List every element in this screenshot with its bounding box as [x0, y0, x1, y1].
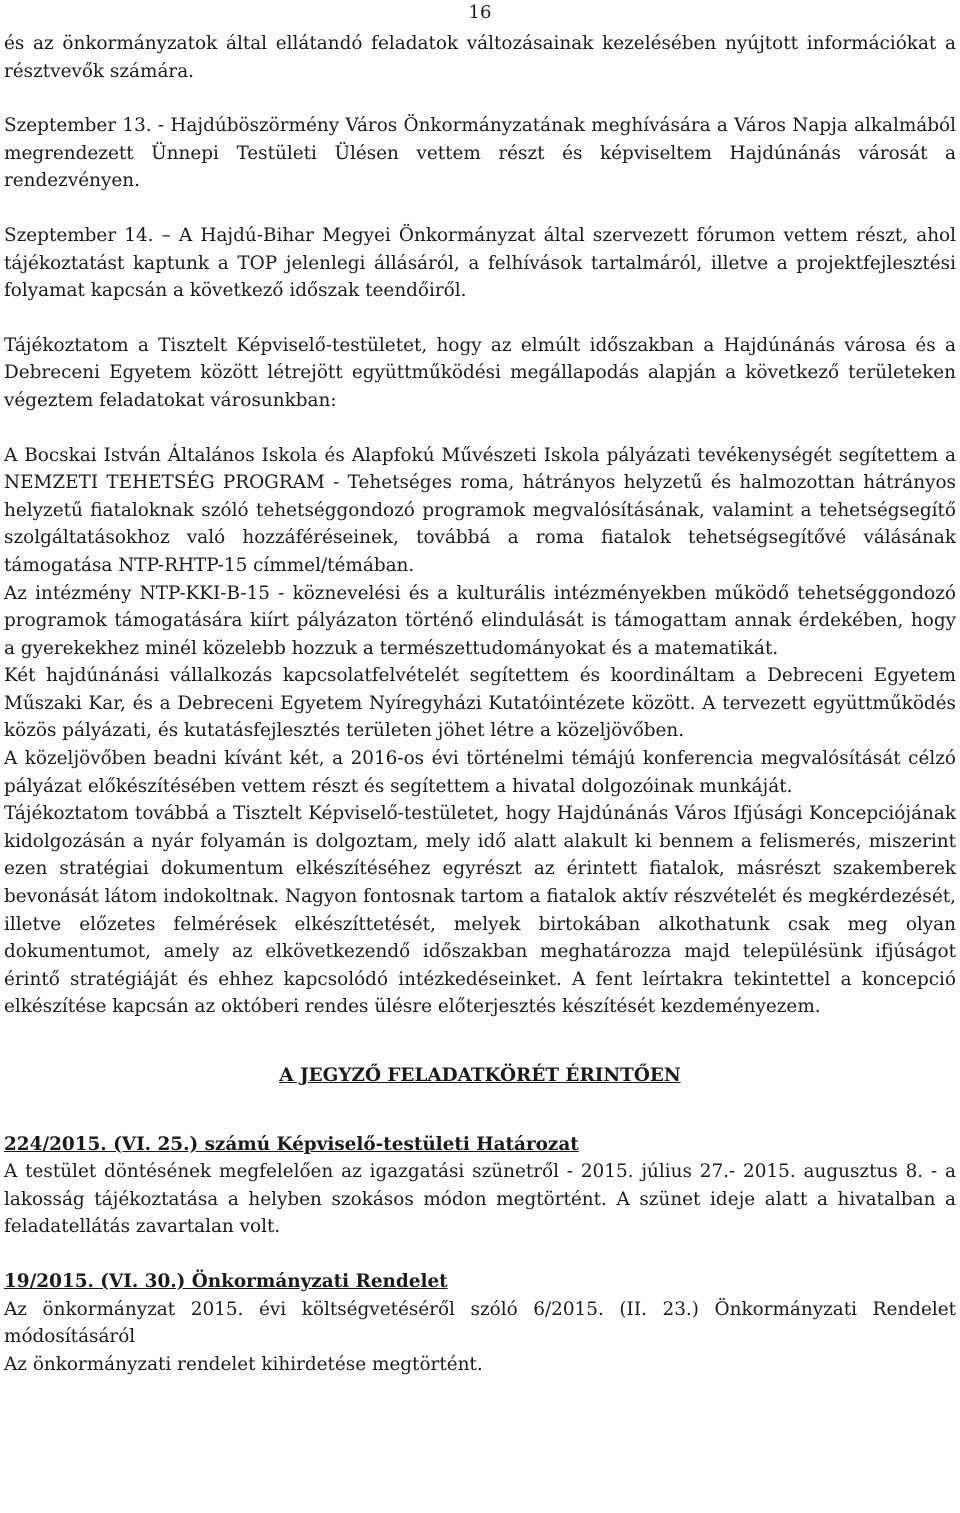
decree-text-19-b: Az önkormányzati rendelet kihirdetése megtörtént.: [4, 1353, 483, 1375]
page-number: [0, 2, 960, 23]
page-number-text: 16: [468, 2, 492, 23]
decree-title-19: 19/2015. (VI. 30.) Önkormányzati Rendelet: [4, 1270, 448, 1292]
section-heading: A JEGYZŐ FELADATKÖRÉT ÉRINTŐEN: [279, 1065, 681, 1086]
paragraph-conference: A közeljövőben beadni kívánt két, a 2016-os évi történelmi témájú konferencia megvalósítását célzó pályázat előkészítésében vettem részt és segítettem a hivatal dolgozóinak munkáját.: [4, 748, 956, 797]
paragraph-youth-concept: Tájékoztatom továbbá a Tisztelt Képviselő-testületet, hogy Hajdúnánás Város Ifjúsági Koncepciójának kidolgozásán a nyár folyamán is dolgoztam, mely idő alatt alakult ki bennem a felismerés, miszerint ezen stratégiai dokumentum elkészítéséhez egyrészt az érintett fiatalok, másrészt szakemberek bevonását látom indokoltnak. Nagyon fontosnak tartom a fiatalok aktív részvételét és megkérdezését, illetve előzetes felmérések elkészíttetését, melyek birtokában alkothatunk csak meg olyan dokumentumot, amely az elkövetkezendő időszakban meghatározza majd településünk ifjúságot érintő stratégiáját és ehhez kapcsolódó intézkedéseinket. A fent leírtakra tekintettel a koncepció elkészítése kapcsán az októberi rendes ülésre előterjesztés készítését kezdeményezem.: [4, 803, 956, 1018]
document-body: [4, 30, 956, 1378]
decree-text-224: A testület döntésének megfelelően az igazgatási szünetről - 2015. július 27.- 2015. augusztus 8. - a lakosság tájékoztatása a helyben szokásos módon megtörtént. A szünet ideje alatt a hivatalban a feladatellátás zavartalan volt.: [4, 1161, 956, 1238]
decree-title-224: 224/2015. (VI. 25.) számú Képviselő-testületi Határozat: [4, 1133, 579, 1155]
paragraph-sept-13: Szeptember 13. - Hajdúböszörmény Város Önkormányzatának meghívására a Város Napja alkalmából megrendezett Ünnepi Testületi Ülésen vettem részt és képviseltem Hajdúnánás városát a rendezvényen.: [4, 115, 956, 192]
paragraph-continuation: és az önkormányzatok által ellátandó feladatok változásainak kezelésében nyújtott információkat a résztvevők számára.: [4, 33, 956, 82]
paragraph-bocskai-school: A Bocskai István Általános Iskola és Alapfokú Művészeti Iskola pályázati tevékenységét segítettem a NEMZETI TEHETSÉG PROGRAM - Tehetséges roma, hátrányos helyzetű és halmozottan hátrányos helyzetű fiataloknak szóló tehetséggondozó programok megvalósításának, valamint a tehetségsegítő szolgáltatásokhoz való hozzáféréseinek, továbbá a roma fiatalok tehetségsegítővé válásának támogatása NTP-RHTP-15 címmel/témában.: [4, 444, 956, 576]
paragraph-ntp-kki: Az intézmény NTP-KKI-B-15 - köznevelési és a kulturális intézményekben működő tehetséggondozó programok támogatására kiírt pályázaton történő elindulását is támogattam annak érdekében, hogy a gyerekekhez minél közelebb hozzuk a természettudományokat és a matematikát.: [4, 582, 956, 659]
paragraph-sept-14: Szeptember 14. – A Hajdú-Bihar Megyei Önkormányzat által szervezett fórumon vettem részt, ahol tájékoztatást kaptunk a TOP jelenlegi állásáról, a felhívások tartalmáról, illetve a projektfejlesztési folyamat kapcsán a következő időszak teendőiről.: [4, 224, 956, 302]
paragraph-university-intro: Tájékoztatom a Tisztelt Képviselő-testületet, hogy az elmúlt időszakban a Hajdúnánás városa és a Debreceni Egyetem között létrejött együttműködési megállapodás alapján a következő területeken végeztem feladatokat városunkban:: [4, 334, 956, 411]
paragraph-enterprises: Két hajdúnánási vállalkozás kapcsolatfelvételét segítettem és koordináltam a Debreceni Egyetem Műszaki Kar, és a Debreceni Egyetem Nyíregyházi Kutatóintézete között. A tervezett együttműködés közös pályázati, és kutatásfejlesztés területen jöhet létre a közeljövőben.: [4, 665, 956, 742]
decree-text-19-a: Az önkormányzat 2015. évi költségvetéséről szóló 6/2015. (II. 23.) Önkormányzati Rendelet módosításáról: [4, 1298, 956, 1348]
